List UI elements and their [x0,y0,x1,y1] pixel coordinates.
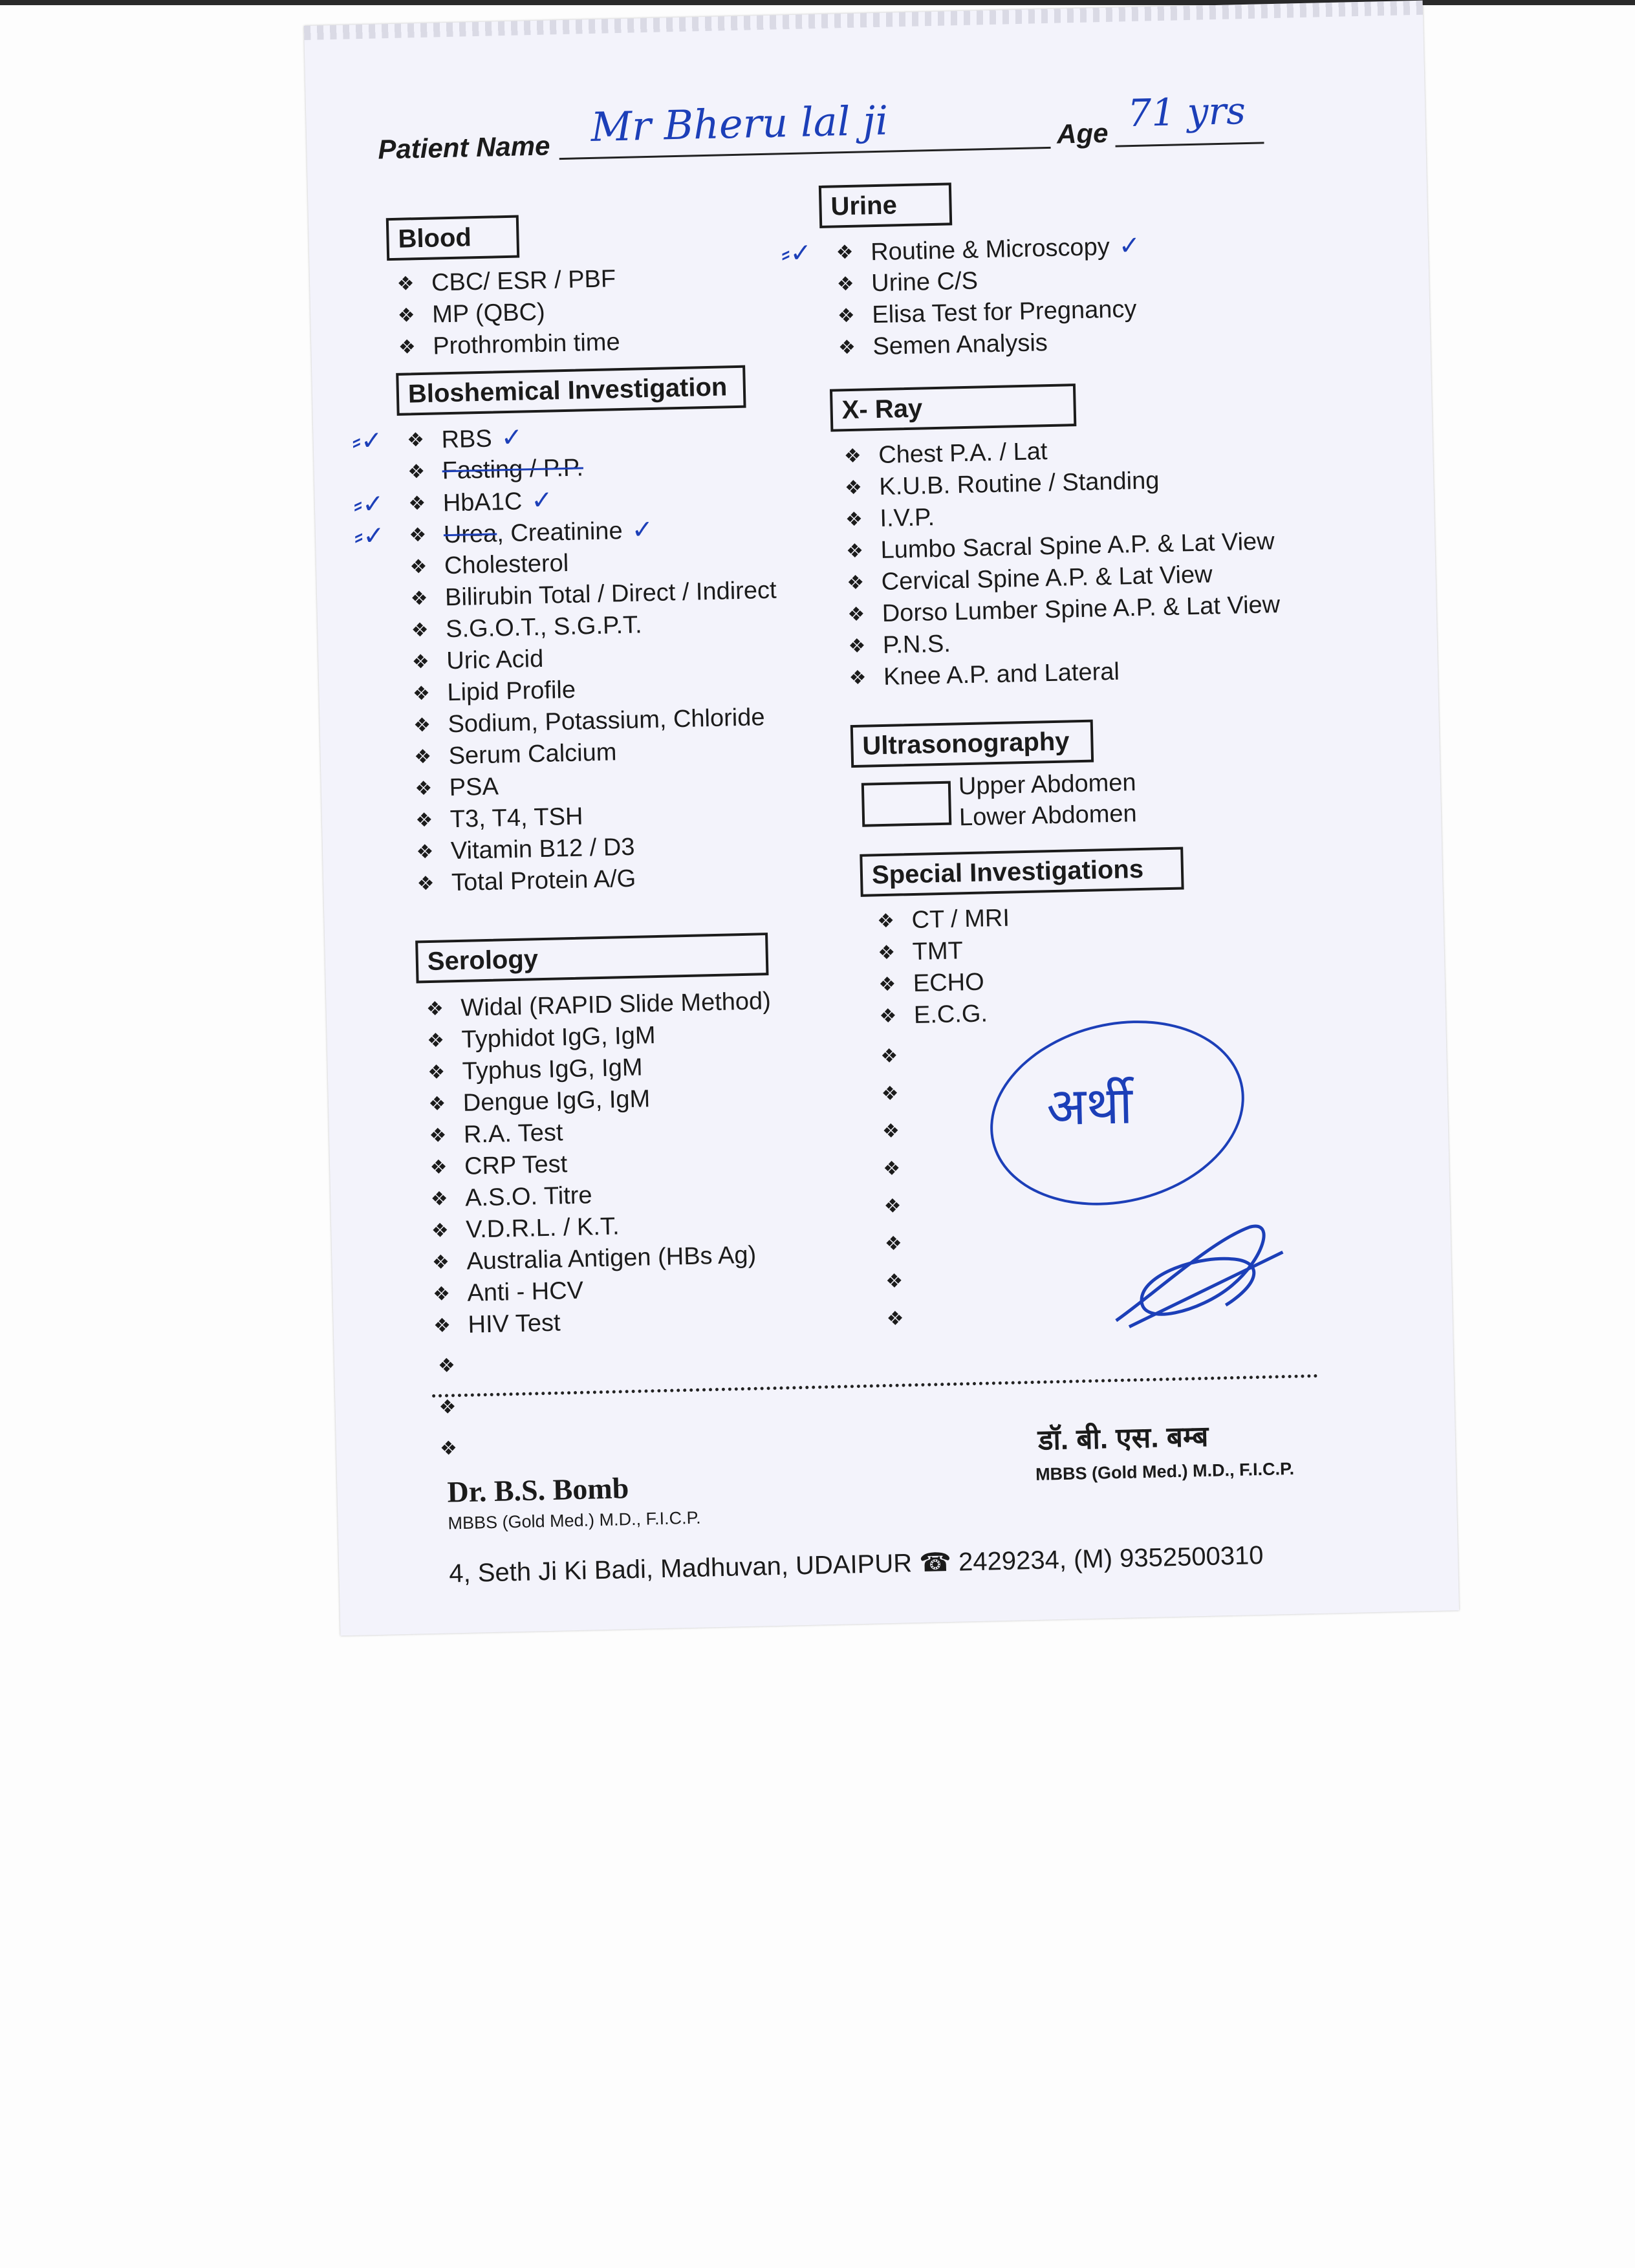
bullet-icon: ❖ [431,1251,450,1273]
list-item: ⸗✓ ❖ Urea, Creatinine ✓ [354,514,654,552]
check-mark-icon: ✓ [631,514,654,545]
list-item: ❖ P.N.S. [838,621,1281,662]
bullet-icon: ❖ [411,619,429,642]
perforated-edge [304,1,1423,40]
doctor-qualifications: MBBS (Gold Med.) M.D., F.I.C.P. [448,1507,701,1533]
list-item: ❖ Fasting / P.P. [398,448,774,488]
bullet-icon: ❖ [836,241,854,264]
list-item: ❖ CT / MRI [867,903,1010,938]
check-mark-icon: ✓ [530,485,554,516]
list-item: ❖ V.D.R.L. / K.T. [422,1207,776,1247]
bullet-icon: ❖ [416,841,434,863]
bullet-icon: ❖ [426,1030,445,1052]
list-item: ❖ Cholesterol [400,543,775,583]
xray-section-title: X- Ray [830,383,1076,432]
bullet-icon: ❖ [849,667,867,689]
list-item: ❖ Total Protein A/G [407,860,783,900]
list-item: ❖ Widal (RAPID Slide Method) [417,986,771,1025]
list-item: ❖ T3, T4, TSH [406,797,781,837]
list-item: ❖ Elisa Test for Pregnancy [828,294,1142,332]
circled-note-text: अर्थी [1046,1075,1134,1138]
bullet-icon: ❖ [411,651,430,673]
list-item: ❖ PSA [405,765,781,805]
list-item: ❖ Uric Acid [402,638,778,678]
list-item: ⸗✓ ❖ Routine & Microscopy ✓ [781,230,1141,269]
patient-name-label: Patient Name [377,130,550,165]
bullet-icon: ❖ [428,1093,446,1116]
address-line [449,1540,1264,1589]
bullet-icon: ❖ [845,508,863,531]
bullet-icon: ❖ [410,587,428,610]
bullet-icon: ❖ [398,336,417,358]
bullet-icon: ❖ [838,336,856,359]
list-item: ❖ K.U.B. Routine / Standing [835,462,1277,504]
bullet-icon: ❖ [882,1120,900,1143]
list-item: ❖ Urine C/S [827,262,1142,301]
bullet-icon: ❖ [886,1308,904,1330]
bullet-icon: ❖ [844,477,863,499]
list-item: ❖ Knee A.P. and Lateral [839,653,1282,694]
bullet-icon: ❖ [409,524,427,546]
bullet-icon: ❖ [439,1438,458,1460]
biochem-section-title: Bloshemical Investigation [396,365,746,416]
list-item: ❖ Lipid Profile [403,670,779,710]
blood-section-title: Blood [386,215,519,261]
list-item: Upper Abdomen [958,769,1136,801]
list-item: ❖ Anti - HCV [423,1271,777,1310]
age-line [1115,136,1264,147]
age-label: Age [1056,117,1109,149]
bullet-icon: ❖ [429,1125,447,1147]
footer-divider [432,1374,1318,1398]
list-item: ❖ Dengue IgG, IgM [418,1081,773,1120]
age-value: 71 yrs [1127,89,1246,136]
list-item: ❖ R.A. Test [419,1112,774,1152]
ultrasonography-section-title: Ultrasonography [850,720,1094,768]
list-item: ❖ HIV Test [424,1302,778,1342]
bullet-icon: ❖ [426,998,444,1021]
urine-list [781,230,1143,364]
patient-name-value: Mr Bheru lal ji [590,96,889,151]
bullet-icon: ❖ [397,305,416,327]
signature-icon [1101,1213,1297,1341]
bullet-icon: ❖ [837,305,856,327]
list-item: ❖ Sodium, Potassium, Chloride [404,702,779,742]
bullet-icon: ❖ [437,1355,456,1377]
list-item: ❖ Lumbo Sacral Spine A.P. & Lat View [836,526,1279,567]
list-item: Lower Abdomen [958,800,1138,832]
special-section-title: Special Investigations [860,847,1184,896]
bullet-icon: ❖ [417,872,435,895]
bullet-icon: ❖ [430,1188,449,1211]
bullet-icon: ❖ [879,1005,897,1028]
list-item: ⸗✓ ❖ HbA1C ✓ [353,485,554,520]
check-mark-icon: ✓ [501,422,523,453]
bullet-icon: ❖ [432,1283,451,1305]
ultrasonography-checkbox [861,781,952,827]
bullet-icon: ❖ [876,910,895,933]
list-item: ❖ Dorso Lumber Spine A.P. & Lat View [838,589,1280,631]
check-mark-icon: ⸗✓ [354,521,385,552]
blood-list [387,263,621,363]
list-item: ❖ I.V.P. [836,494,1278,535]
bullet-icon: ❖ [433,1315,451,1337]
bullet-icon: ❖ [880,1045,898,1068]
bullet-icon: ❖ [431,1220,449,1242]
list-item: ❖ E.C.G. [869,998,1012,1033]
list-item: ❖ Chest P.A. / Lat [834,431,1277,472]
bullet-icon: ❖ [413,746,432,768]
bullet-icon: ❖ [407,460,426,483]
check-mark-icon: ✓ [1118,230,1141,261]
bullet-icon: ❖ [882,1158,901,1180]
address: 4, Seth Ji Ki Badi, Madhuvan, UDAIPUR [448,1549,913,1588]
doctor-name: Dr. B.S. Bomb [446,1471,629,1509]
bullet-icon: ❖ [409,556,428,578]
empty-bullets [880,1038,904,1338]
bullet-icon: ❖ [843,445,862,468]
bullet-icon: ❖ [847,603,865,626]
lab-prescription-form [304,1,1459,1636]
ultrasonography-list [958,767,1137,833]
list-item: ❖ Cervical Spine A.P. & Lat View [837,557,1279,599]
list-item: ❖ A.S.O. Titre [421,1176,775,1215]
check-mark-icon: ⸗✓ [781,238,812,269]
bullet-icon: ❖ [406,429,425,451]
bullet-icon: ❖ [883,1195,902,1218]
bullet-icon: ❖ [439,1396,457,1418]
list-item: ❖ CRP Test [420,1144,775,1183]
bullet-icon: ❖ [836,273,855,296]
list-item: ❖ S.G.O.T., S.G.P.T. [402,607,777,647]
list-item: ❖ TMT [868,934,1010,969]
urine-section-title: Urine [819,182,952,228]
list-item: ❖ CBC/ ESR / PBF [387,263,619,300]
doctor-qualifications-right: MBBS (Gold Med.) M.D., F.I.C.P. [1035,1458,1295,1484]
list-item: ❖ Typhus IgG, IgM [418,1049,772,1088]
list-item: ❖ ECHO [869,966,1011,1001]
bullet-icon: ❖ [878,973,896,996]
bullet-icon: ❖ [848,635,866,658]
bullet-icon: ❖ [413,714,431,737]
empty-bullets [437,1345,457,1470]
bullet-icon: ❖ [845,540,864,563]
bullet-icon: ❖ [881,1083,899,1105]
bullet-icon: ❖ [407,492,426,515]
list-item: ❖ Prothrombin time [389,327,620,363]
phone-icon: ☎ [918,1548,952,1578]
bullet-icon: ❖ [427,1061,446,1084]
serology-section-title: Serology [415,933,768,983]
list-item: ❖ Vitamin B12 / D3 [406,828,782,869]
special-list [867,903,1012,1033]
doctor-name-hindi: डॉ. बी. एस. बम्ब [1037,1420,1209,1456]
list-item: ❖ MP (QBC) [388,295,620,332]
list-item: ❖ Typhidot IgG, IgM [417,1017,772,1057]
check-mark-icon: ⸗✓ [352,426,383,457]
bullet-icon: ❖ [415,809,433,832]
list-item: ❖ Serum Calcium [404,733,780,773]
serology-list [417,986,778,1342]
bullet-icon: ❖ [412,682,431,705]
bullet-icon: ❖ [396,273,415,295]
list-item: ❖ Semen Analysis [828,325,1143,364]
bullet-icon: ❖ [877,942,896,964]
bullet-icon: ❖ [885,1270,904,1293]
bullet-icon: ❖ [429,1156,448,1179]
xray-list [834,431,1282,694]
list-item: ❖ Bilirubin Total / Direct / Indirect [401,575,777,615]
bullet-icon: ❖ [884,1233,903,1255]
phone-numbers: 2429234, (M) 9352500310 [958,1540,1264,1577]
list-item: ❖ Australia Antigen (HBs Ag) [422,1239,777,1279]
list-item: ⸗✓ ❖ RBS ✓ [352,422,523,457]
bullet-icon: ❖ [414,777,433,800]
check-mark-icon: ⸗✓ [353,489,385,520]
bullet-icon: ❖ [846,572,865,594]
biochem-list [352,416,783,900]
